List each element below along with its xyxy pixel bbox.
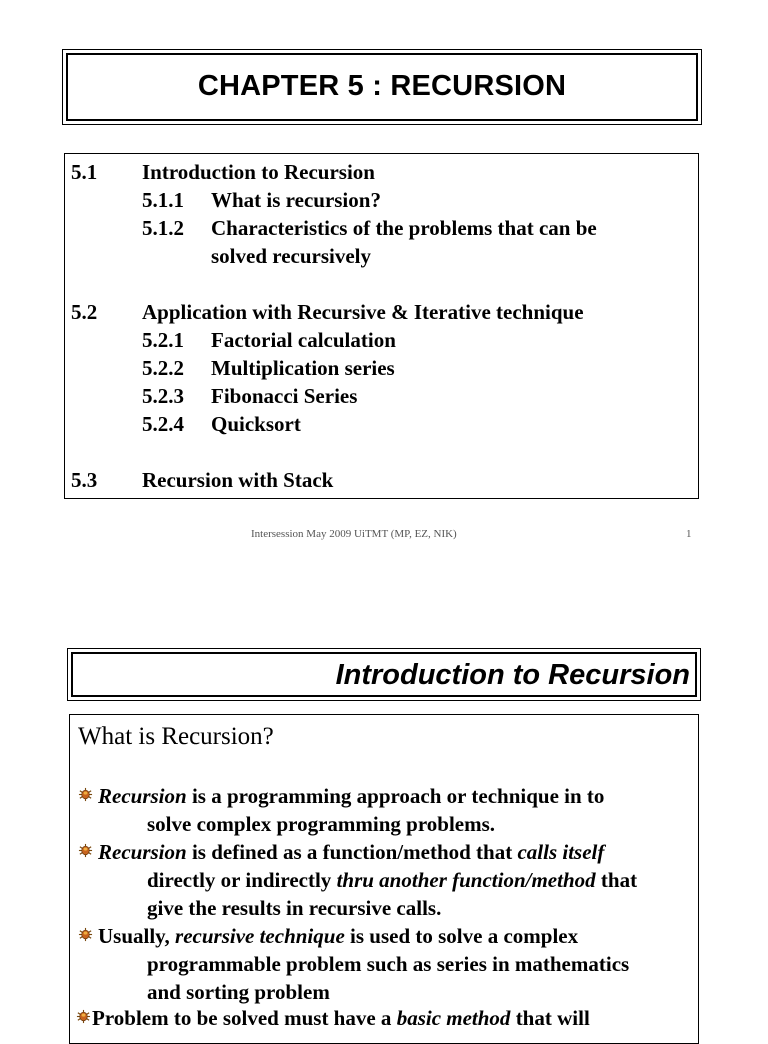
- page-number: 1: [686, 528, 692, 540]
- toc-text: Application with Recursive & Iterative technique: [142, 300, 584, 324]
- toc-text: Factorial calculation: [211, 328, 396, 352]
- bug-icon: [78, 843, 93, 858]
- toc-number: 5.1.2: [142, 216, 184, 240]
- bullet-line: directly or indirectly thru another function/method that: [147, 868, 638, 892]
- toc-number: 5.2.4: [142, 412, 184, 436]
- bug-icon: [78, 787, 93, 802]
- bullet-line: solve complex programming problems.: [147, 812, 496, 836]
- content-heading: What is Recursion?: [78, 723, 274, 750]
- toc-number: 5.2.3: [142, 384, 184, 408]
- toc-number: 5.1: [71, 160, 98, 184]
- toc-text: Recursion with Stack: [142, 468, 334, 492]
- toc-number: 5.2: [71, 300, 98, 324]
- chapter-title-frame: [62, 49, 702, 125]
- section-title-frame: [67, 648, 701, 701]
- toc-text: What is recursion?: [211, 188, 381, 212]
- toc-text: solved recursively: [211, 244, 372, 268]
- toc-text: Characteristics of the problems that can be: [211, 216, 597, 240]
- bullet-line: Problem to be solved must have a basic method that will: [92, 1006, 590, 1030]
- bullet-line: Usually, recursive technique is used to solve a complex: [98, 924, 579, 948]
- bullet-line: and sorting problem: [147, 980, 330, 1004]
- bullet-line: programmable problem such as series in mathematics: [147, 952, 630, 976]
- toc-text: Fibonacci Series: [211, 384, 358, 408]
- chapter-title: CHAPTER 5 : RECURSION: [197, 70, 567, 102]
- toc-text: Introduction to Recursion: [142, 160, 375, 184]
- section-title: Introduction to Recursion: [335, 659, 690, 691]
- toc-number: 5.2.1: [142, 328, 184, 352]
- toc-text: Multiplication series: [211, 356, 395, 380]
- bug-icon: [78, 927, 93, 942]
- toc-number: 5.3: [71, 468, 98, 492]
- bullet-line: Recursion is defined as a function/method that calls itself: [98, 840, 605, 864]
- toc-number: 5.2.2: [142, 356, 184, 380]
- slide-footer: Intersession May 2009 UiTMT (MP, EZ, NIK): [251, 528, 457, 540]
- bug-icon: [76, 1009, 91, 1024]
- toc-text: Quicksort: [211, 412, 301, 436]
- toc-number: 5.1.1: [142, 188, 184, 212]
- bullet-line: give the results in recursive calls.: [147, 896, 442, 920]
- content-box: [69, 714, 699, 1044]
- table-of-contents: [64, 153, 699, 499]
- bullet-line: Recursion is a programming approach or technique in to: [98, 784, 605, 808]
